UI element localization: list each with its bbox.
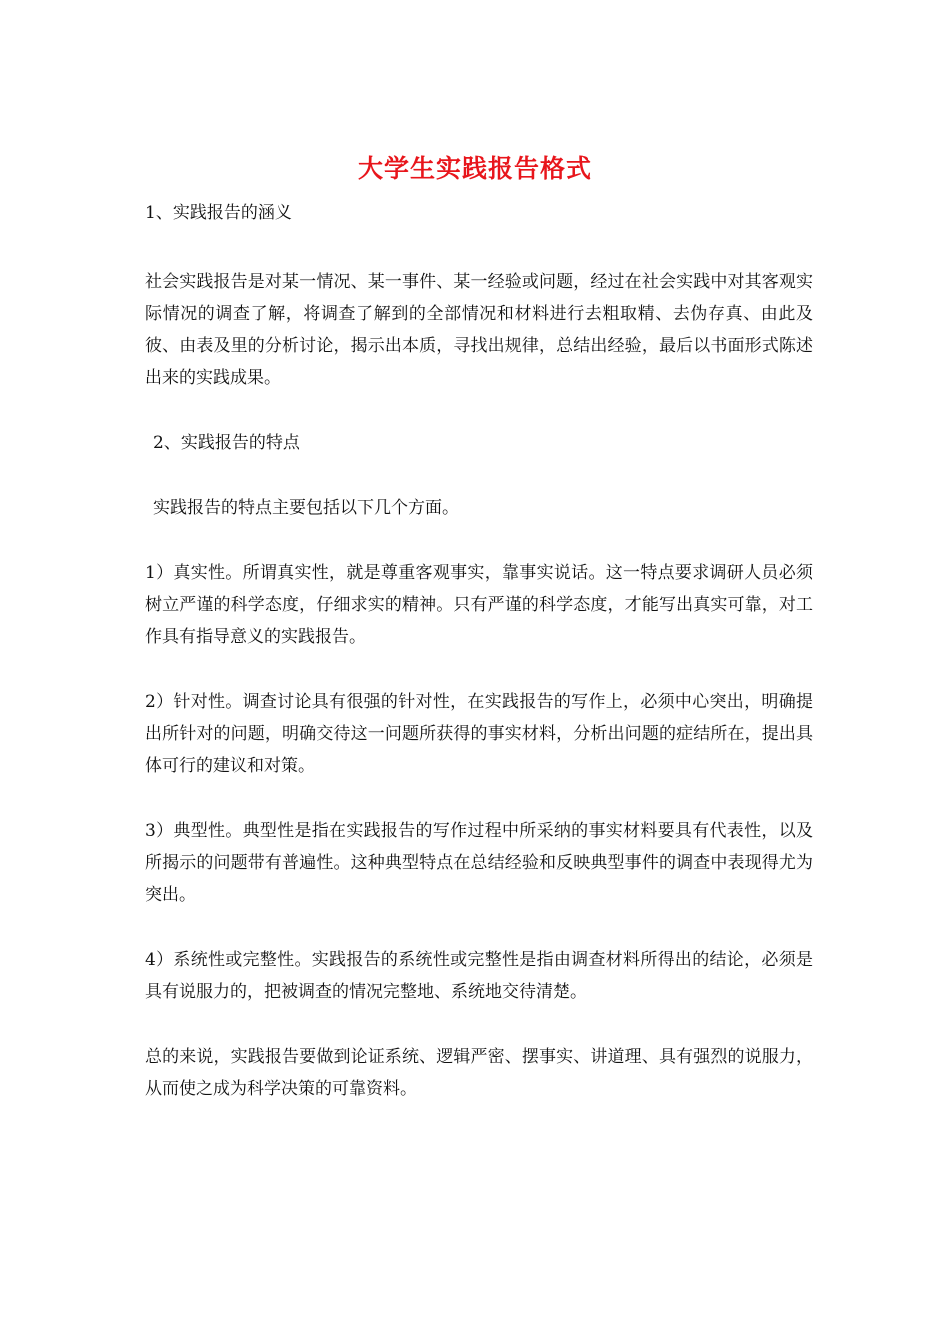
- point-3-paragraph: 3）典型性。典型性是指在实践报告的写作过程中所采纳的事实材料要具有代表性，以及所揭示的问题带有普遍性。这种典型特点在总结经验和反映典型事件的调查中表现得尤为突出。: [145, 821, 813, 905]
- section-1-body: 社会实践报告是对某一情况、某一事件、某一经验或问题，经过在社会实践中对其客观实际情况的调查了解，将调查了解到的全部情况和材料进行去粗取精、去伪存真、由此及彼、由表及里的分析讨论，揭示出本质，寻找出规律，总结出经验，最后以书面形式陈述出来的实践成果。: [145, 272, 813, 388]
- conclusion-paragraph: 总的来说，实践报告要做到论证系统、逻辑严密、摆事实、讲道理、具有强烈的说服力，从而使之成为科学决策的可靠资料。: [145, 1047, 813, 1099]
- document-body: [145, 197, 813, 1105]
- point-1-paragraph: 1）真实性。所谓真实性，就是尊重客观事实，靠事实说话。这一特点要求调研人员必须树立严谨的科学态度，仔细求实的精神。只有严谨的科学态度，才能写出真实可靠，对工作具有指导意义的实践报告。: [145, 563, 813, 647]
- document-title: 大学生实践报告格式: [357, 154, 592, 183]
- point-4-paragraph: 4）系统性或完整性。实践报告的系统性或完整性是指由调查材料所得出的结论，必须是具有说服力的，把被调查的情况完整地、系统地交待清楚。: [145, 950, 813, 1002]
- section-1-heading: 1、实践报告的涵义: [145, 203, 292, 223]
- point-2-paragraph: 2）针对性。调查讨论具有很强的针对性，在实践报告的写作上，必须中心突出，明确提出所针对的问题，明确交待这一问题所获得的事实材料，分析出问题的症结所在，提出具体可行的建议和对策。: [145, 692, 813, 776]
- section-2-intro: 实践报告的特点主要包括以下几个方面。: [153, 498, 459, 518]
- section-2-heading: 2、实践报告的特点: [153, 433, 300, 453]
